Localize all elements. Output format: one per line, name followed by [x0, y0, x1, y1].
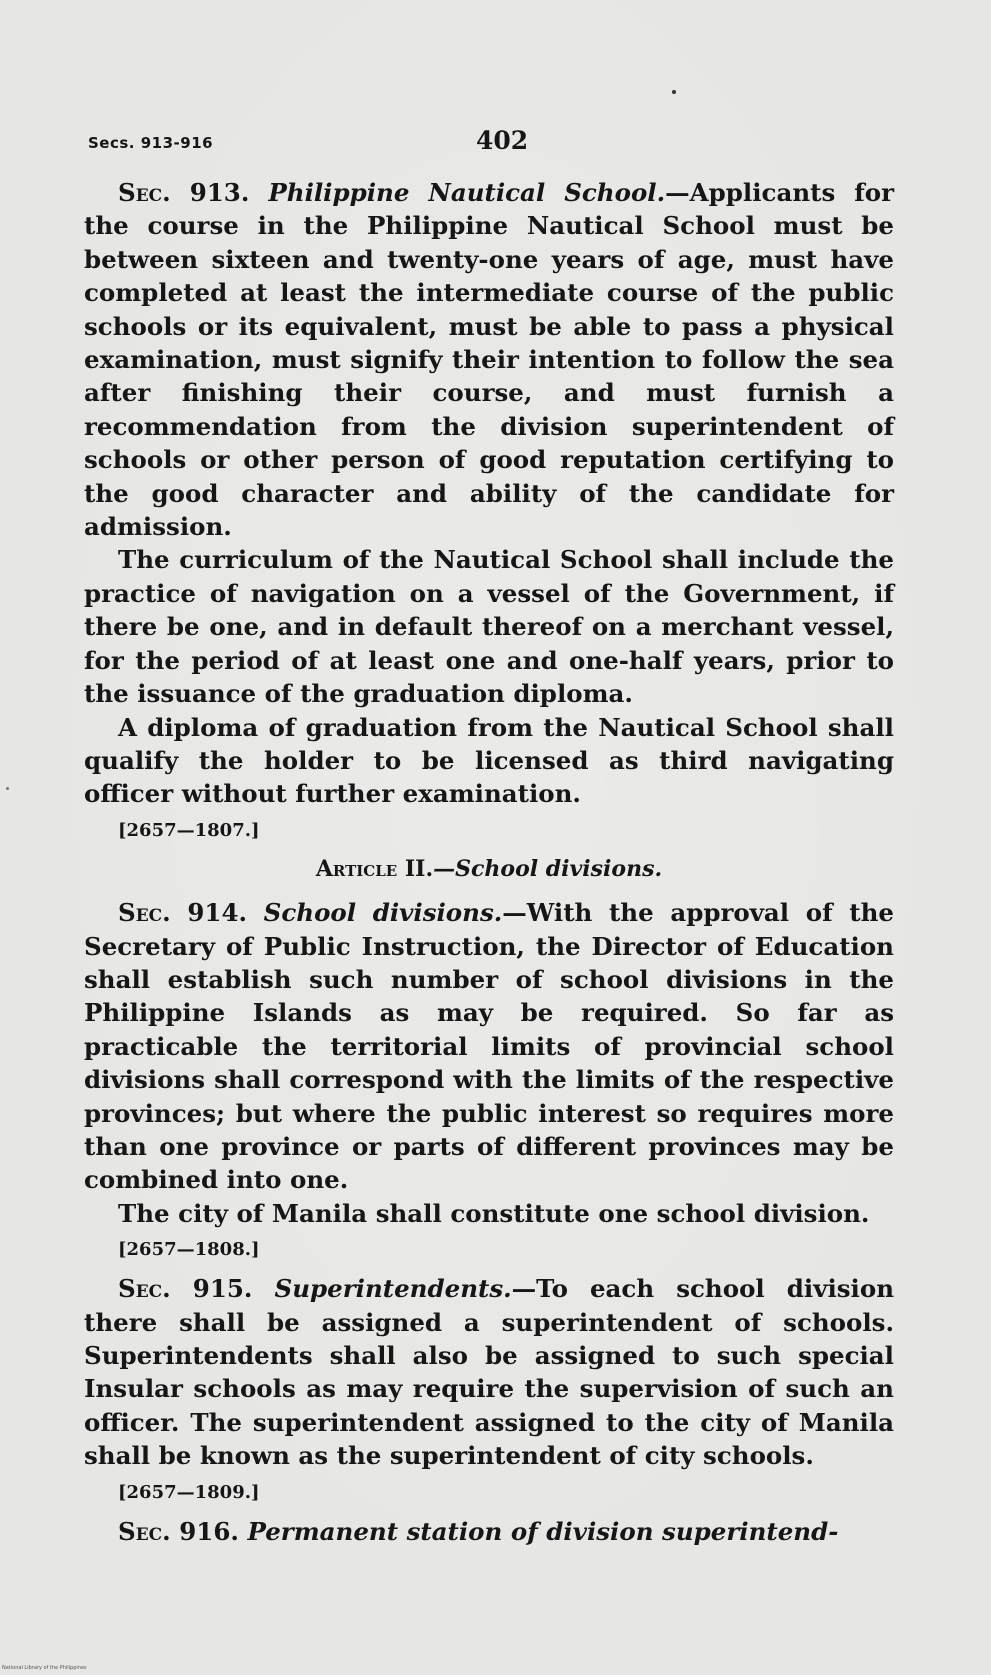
article-title: —School divisions. — [433, 855, 663, 882]
sec-913-paragraph-1 — [84, 176, 894, 543]
sec-number: 914. — [187, 898, 248, 928]
page-header — [88, 126, 894, 160]
sec-913-citation: [2657—1807.] — [118, 819, 260, 841]
sec-916-heading — [84, 1515, 894, 1548]
sec-title: Philippine Nautical School. — [268, 178, 666, 207]
sec-914-paragraph-1 — [84, 896, 894, 1197]
ink-speck — [672, 90, 676, 94]
sec-label: Sec. — [118, 1274, 171, 1304]
sec-text: —To each school division there shall be assigned a superintendent of schools. Superintendents shall also be assigned to such special Insular schools as may require the supervision of such an officer. The superintendent assigned to the city of Manila shall be known as the superintendent of city schools. — [84, 1274, 895, 1471]
sec-915-citation: [2657—1809.] — [118, 1481, 260, 1503]
sec-number: 913. — [189, 178, 250, 207]
article-label: Article II. — [315, 855, 434, 882]
sec-label: Sec. — [118, 1516, 171, 1546]
sec-913-paragraph-3: A diploma of graduation from the Nautical School shall qualify the holder to be licensed as third navigating officer without further examination. — [84, 712, 894, 809]
sec-number: 915. — [192, 1274, 253, 1304]
body-text — [84, 176, 894, 1548]
sec-title: School divisions. — [263, 898, 503, 928]
sec-label: Sec. — [118, 898, 171, 928]
running-head: Secs. 913-916 — [88, 134, 214, 152]
sec-title: Superintendents. — [274, 1274, 512, 1304]
sec-label: Sec. — [118, 178, 171, 207]
sec-title: Permanent station of division superintend- — [247, 1516, 839, 1546]
sec-913-paragraph-2: The curriculum of the Nautical School shall include the practice of navigation on a vessel of the Government, if there be one, and in default thereof on a merchant vessel, for the period of at least one and one-half years, prior to the issuance of the graduation diploma. — [84, 545, 894, 709]
sec-915-paragraph-1 — [84, 1272, 894, 1472]
page-number: 402 — [476, 126, 529, 155]
sec-text: —Applicants for the course in the Philippine Nautical School must be between sixteen and twenty-one years of age, must have completed at least the intermediate course of the public schools or its equivalent, must be able to pass a physical examination, must signify their intention to follow the sea after finishing their course, and must furnish a recommendation from the division superintendent of schools or other person of good reputation certifying to the good character and ability of the candidate for admission. — [84, 178, 894, 542]
sec-914-paragraph-2: The city of Manila shall constitute one school division. — [118, 1198, 870, 1228]
article-heading — [84, 853, 894, 886]
sec-number: 916. — [179, 1516, 239, 1546]
sec-text: —With the approval of the Secretary of Public Instruction, the Director of Education shall establish such number of school divisions in the Philippine Islands as may be required. So far as practicable the territorial limits of provincial school divisions shall correspond with the limits of the respective provinces; but where the public interest so requires more than one province or parts of different provinces may be combined into one. — [84, 898, 894, 1195]
sec-914-citation: [2657—1808.] — [118, 1239, 260, 1261]
margin-mark — [6, 787, 9, 790]
footer-note: National Library of the Philippines — [2, 1665, 87, 1671]
